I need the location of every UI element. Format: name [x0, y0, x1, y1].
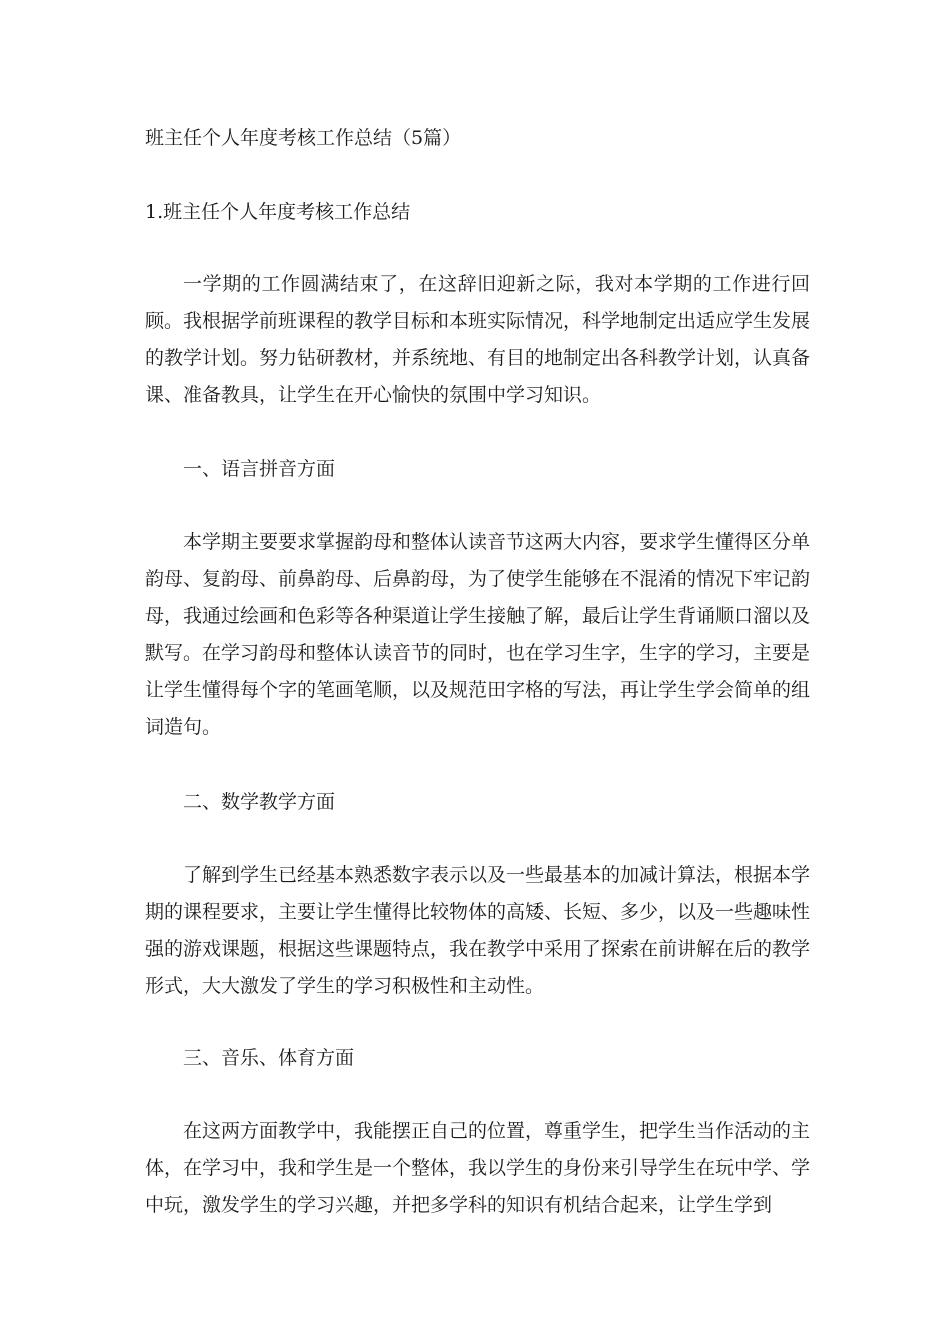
paragraph-math: 了解到学生已经基本熟悉数字表示以及一些最基本的加减计算法，根据本学期的课程要求，主要让学生懂得比较物体的高矮、长短、多少，以及一些趣味性强的游戏课题，根据这些课题特点，我在教学中采用了探索在前讲解在后的教学形式，大大激发了学生的学习积极性和主动性。: [145, 864, 811, 997]
heading-language-pinyin: 一、语言拼音方面: [183, 458, 336, 480]
section-title: 1.班主任个人年度考核工作总结: [145, 201, 411, 223]
paragraph-language-pinyin: 本学期主要要求掌握韵母和整体认读音节这两大内容，要求学生懂得区分单韵母、复韵母、前鼻韵母、后鼻韵母，为了使学生能够在不混淆的情况下牢记韵母，我通过绘画和色彩等各种渠道让学生接触了解，最后让学生背诵顺口溜以及默写。在学习韵母和整体认读音节的同时，也在学习生字，生字的学习，主要是让学生懂得每个字的笔画笔顺，以及规范田字格的写法，再让学生学会简单的组词造句。: [145, 531, 811, 738]
heading-math: 二、数学教学方面: [183, 791, 336, 813]
heading-music-pe: 三、音乐、体育方面: [183, 1047, 355, 1069]
document-title: 班主任个人年度考核工作总结（5篇）: [145, 127, 462, 149]
paragraph-music-pe: 在这两方面教学中，我能摆正自己的位置，尊重学生，把学生当作活动的主体，在学习中，我和学生是一个整体，我以学生的身份来引导学生在玩中学、学中玩，激发学生的学习兴趣，并把多学科的知识有机结合起来，让学生学到: [145, 1120, 811, 1216]
paragraph-intro: 一学期的工作圆满结束了，在这辞旧迎新之际，我对本学期的工作进行回顾。我根据学前班课程的教学目标和本班实际情况，科学地制定出适应学生发展的教学计划。努力钻研教材，并系统地、有目的地制定出各科教学计划，认真备课、准备教具，让学生在开心愉快的氛围中学习知识。: [145, 273, 811, 406]
